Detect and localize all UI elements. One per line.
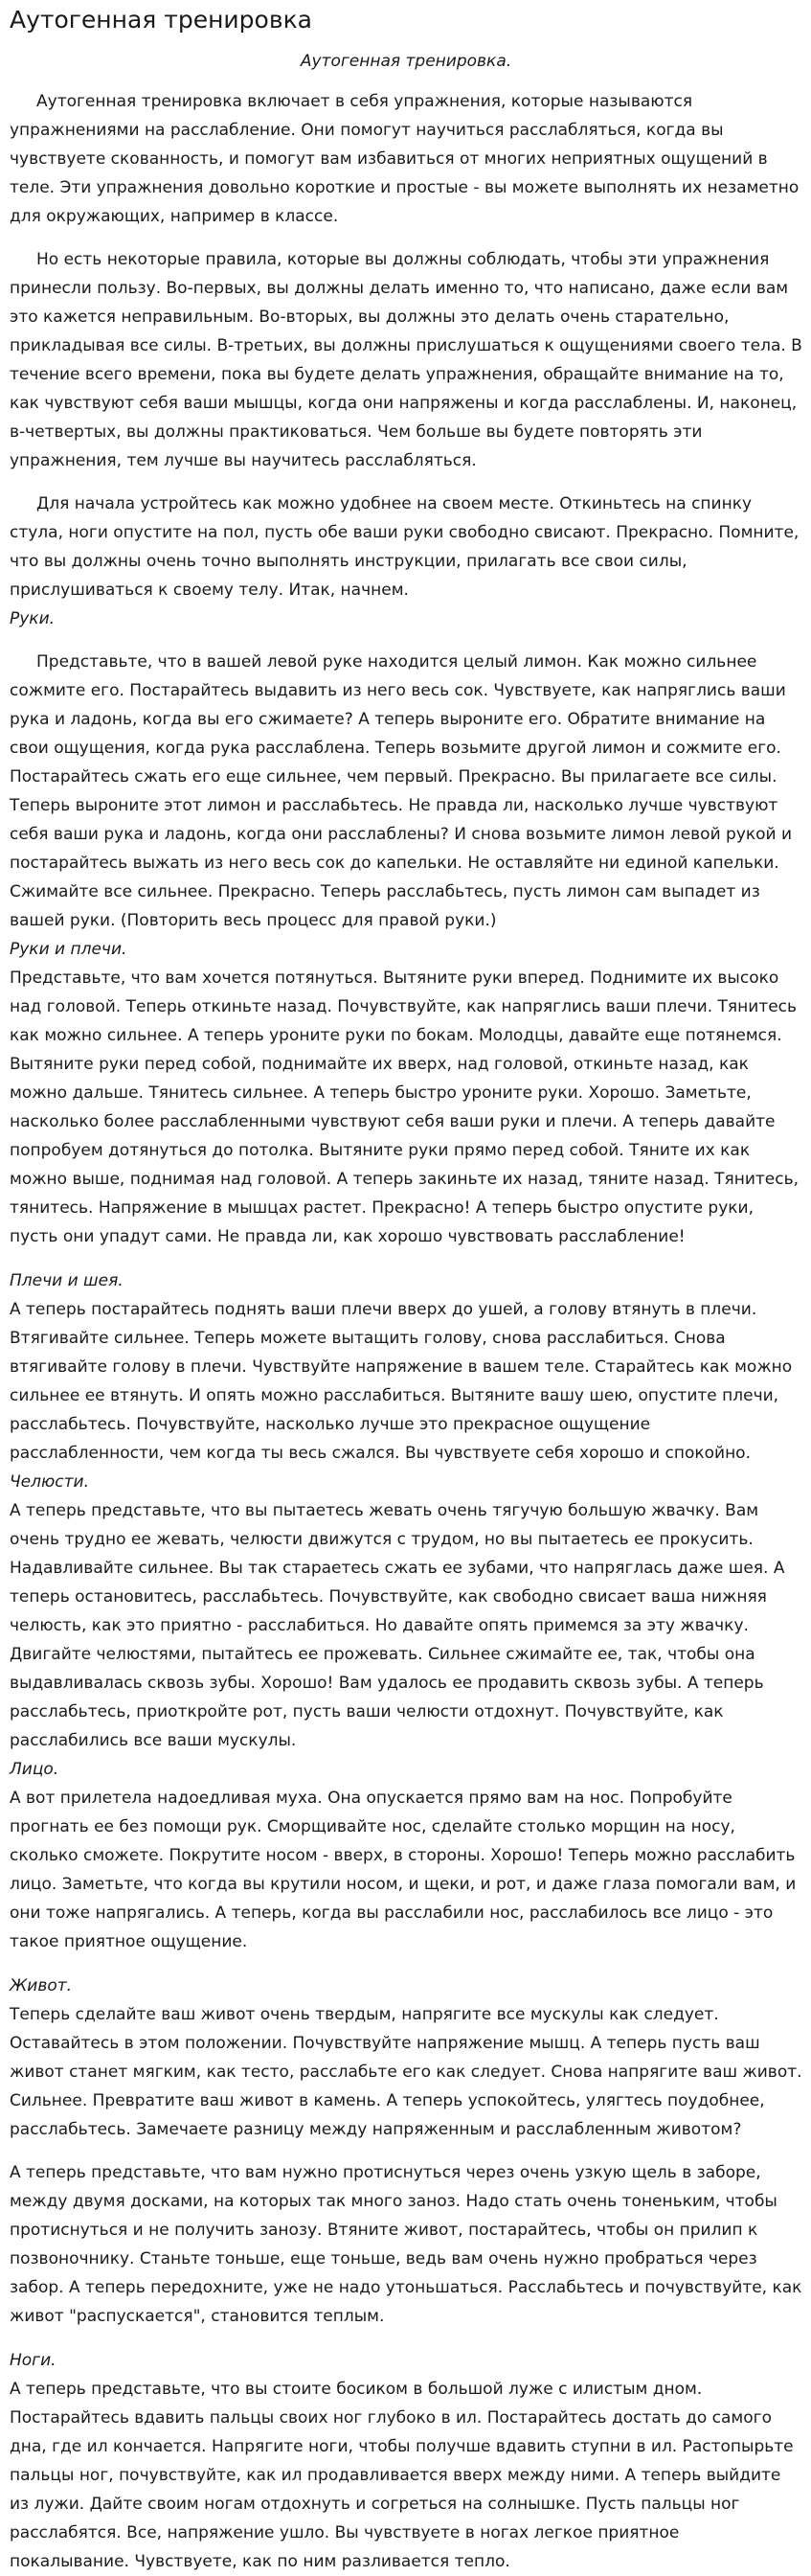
section-heading-belly: Живот. [10, 1976, 73, 1995]
section-heading-arms: Руки. [10, 609, 56, 628]
intro-paragraph: Для начала устройтесь как можно удобнее на своем месте. Откиньтесь на спинку стула, ноги опустите на пол, пусть обе ваши руки свободно свисают. Прекрасно. Помните, что вы должны очень точно выполнять инструкции, прилагать все свои силы, прислушиваться к своему телу. Итак, начнем. [10, 494, 800, 600]
section-text-shoulders-neck: А теперь постарайтесь поднять ваши плечи вверх до ушей, а голову втянуть в плечи. Втягивайте сильнее. Теперь можете вытащить голову, снова расслабиться. Снова втягивайте голову в плечи. Чувствуйте напряжение в вашем теле. Старайтесь как можно сильнее ее втянуть. И опять можно расслабиться. Вытяните вашу шею, опустите плечи, расслабьтесь. Почувствуйте, насколько лучше это прекрасное ощущение расслабленности, чем когда ты весь сжался. Вы чувствуете себя хорошо и спокойно. [10, 1300, 793, 1463]
section-heading-arms-shoulders: Руки и плечи. [10, 940, 127, 959]
section-text-belly: Теперь сделайте ваш живот очень твердым, напрягите все мускулы как следует. Оставайтесь в этом положении. Почувствуйте напряжение мышц. А теперь пусть ваш живот станет мягким, как тесто, расслабьте его как следует. Снова напрягите ваш живот. Сильнее. Превратите ваш живот в камень. А теперь успокойтесь, улягтесь поудобнее, расслабьтесь. Замечаете разницу между напряженным и расслабленным животом? [10, 2005, 802, 2139]
section-text-arms-shoulders: Представьте, что вам хочется потянуться. Вытяните руки вперед. Поднимите их высоко над головой. Теперь откиньте назад. Почувствуйте, как напряглись ваши плечи. Тянитесь как можно сильнее. А теперь уроните руки по бокам. Молодцы, давайте еще потянемся. Вытяните руки перед собой, поднимайте их вверх, над головой, откиньте назад, как можно дальше. Тянитесь сильнее. А теперь быстро уроните руки. Хорошо. Заметьте, насколько более расслабленными чувствуют себя ваши руки и плечи. А теперь давайте попробуем дотянуться до потолка. Вытяните руки прямо перед собой. Тяните их как можно выше, поднимая над головой. А теперь закиньте их назад, тяните назад. Тянитесь, тянитесь. Напряжение в мышцах растет. Прекрасно! А теперь быстро опустите руки, пусть они упадут сами. Не правда ли, как хорошо чувствовать расслабление! [10, 969, 800, 1246]
intro-paragraph: Аутогенная тренировка включает в себя упражнения, которые называются упражнениями на расслабление. Они помогут научиться расслабляться, когда вы чувствуете скованность, и помогут вам избавиться от многих неприятных ощущений в теле. Эти упражнения довольно короткие и простые - вы можете выполнять их незаметно для окружающих, например в классе. [10, 92, 800, 226]
section-heading-face: Лицо. [10, 1760, 59, 1779]
section-heading-legs: Ноги. [10, 2351, 56, 2370]
section-text-legs: А теперь представьте, что вы стоите босиком в большой луже с илистым дном. Постарайтесь вдавить пальцы своих ног глубоко в ил. Постарайтесь достать до самого дна, где ил кончается. Напрягите ноги, чтобы получше вдавить ступни в ил. Растопырьте пальцы ног, почувствуйте, как ил продавливается вверх между ними. А теперь выйдите из лужи. Дайте своим ногам отдохнуть и согреться на солнышке. Пусть пальцы ног расслабятся. Все, напряжение ушло. Вы чувствуете в ногах легкое приятное покалывание. Чувствуете, как по ним разливается тепло. [10, 2380, 794, 2571]
section-text-jaws: А теперь представьте, что вы пытаетесь жевать очень тягучую большую жвачку. Вам очень трудно ее жевать, челюсти движутся с трудом, но вы пытаетесь ее прокусить. Надавливайте сильнее. Вы так стараетесь сжать ее зубами, что напряглась даже шея. А теперь остановитесь, расслабьтесь. Почувствуйте, как свободно свисает ваша нижняя челюсть, как это приятно - расслабиться. Но давайте опять примемся за эту жвачку. Двигайте челюстями, пытайтесь ее прожевать. Сильнее сжимайте ее, так, чтобы она выдавливалась сквозь зубы. Хорошо! Вам удалось ее продавить сквозь зубы. А теперь расслабьтесь, приоткройте рот, пусть ваши челюсти отдохнут. Почувствуйте, как расслабились все ваши мускулы. [10, 1501, 785, 1750]
document-title: Аутогенная тренировка [10, 6, 312, 34]
document-subtitle: Аутогенная тренировка. [300, 52, 512, 71]
section-heading-shoulders-neck: Плечи и шея. [10, 1271, 124, 1290]
section-text-belly-continued: А теперь представьте, что вам нужно протиснуться через очень узкую щель в заборе, между двумя досками, на которых так много заноз. Надо стать очень тоненьким, чтобы протиснуться и не получить занозу. Втяните живот, постарайтесь, чтобы он прилип к позвоночнику. Станьте тоньше, еще тоньше, ведь вам очень нужно пробраться через забор. А теперь передохните, уже не надо утоньшаться. Расслабьтесь и почувствуйте, как живот "распускается", становится теплым. [10, 2163, 802, 2326]
section-text-face: А вот прилетела надоедливая муха. Она опускается прямо вам на нос. Попробуйте прогнать ее без помощи рук. Сморщивайте нос, сделайте столько морщин на носу, сколько сможете. Покрутите носом - вверх, в стороны. Хорошо! Теперь можно расслабить лицо. Заметьте, что когда вы крутили носом, и щеки, и рот, и даже глаза помогали вам, и они тоже напрягались. А теперь, когда вы расслабили нос, расслабилось все лицо - это такое приятное ощущение. [10, 1789, 797, 1951]
intro-paragraph: Но есть некоторые правила, которые вы должны соблюдать, чтобы эти упражнения принесли пользу. Во-первых, вы должны делать именно то, что написано, даже если вам это кажется неправильным. Во-вторых, вы должны это делать очень старательно, прикладывая все силы. В-третьих, вы должны прислушаться к ощущениями своего тела. В течение всего времени, пока вы будете делать упражнения, обращайте внимание на то, как чувствуют себя ваши мышцы, когда они напряжены и когда расслаблены. И, наконец, в-четвертых, вы должны практиковаться. Чем больше вы будете повторять эти упражнения, тем лучше вы научитесь расслабляться. [10, 250, 802, 470]
section-text-arms: Представьте, что в вашей левой руке находится целый лимон. Как можно сильнее сожмите его. Постарайтесь выдавить из него весь сок. Чувствуете, как напряглись ваши рука и ладонь, когда вы его сжимаете? А теперь выроните его. Обратите внимание на свои ощущения, когда рука расслаблена. Теперь возьмите другой лимон и сожмите его. Постарайтесь сжать его еще сильнее, чем первый. Прекрасно. Вы прилагаете все силы. Теперь выроните этот лимон и расслабьтесь. Не правда ли, насколько лучше чувствуют себя ваши рука и ладонь, когда они расслаблены? И снова возьмите лимон левой рукой и постарайтесь выжать из него весь сок до капельки. Не оставляйте ни единой капельки. Сжимайте все сильнее. Прекрасно. Теперь расслабьтесь, пусть лимон сам выпадет из вашей руки. (Повторить весь процесс для правой руки.) [10, 652, 793, 930]
section-heading-jaws: Челюсти. [10, 1472, 89, 1492]
document-page [0, 4, 811, 2576]
